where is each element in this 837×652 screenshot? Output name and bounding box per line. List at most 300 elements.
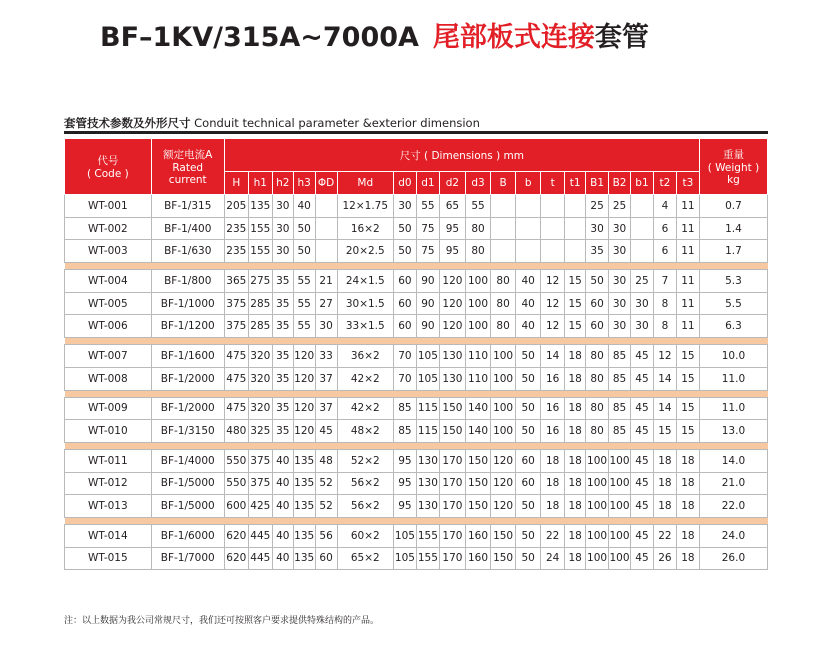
cell-code: WT-004 xyxy=(65,270,152,293)
cell-dimension: 75 xyxy=(416,217,439,240)
cell-dimension: 235 xyxy=(224,217,248,240)
header-code-en: ( Code ) xyxy=(86,168,129,180)
cell-dimension: 85 xyxy=(609,345,631,368)
header-dim-col: d1 xyxy=(416,172,439,195)
cell-dimension: 80 xyxy=(586,420,609,443)
cell-dimension: 18 xyxy=(565,495,586,518)
cell-dimension: 60 xyxy=(516,472,541,495)
cell-dimension xyxy=(541,217,565,240)
cell-dimension: 105 xyxy=(416,345,439,368)
cell-dimension xyxy=(516,217,541,240)
cell-dimension: 22 xyxy=(541,524,565,547)
header-dim-col: B xyxy=(491,172,516,195)
cell-dimension: 65×2 xyxy=(337,547,393,570)
cell-dimension: 120 xyxy=(491,449,516,472)
cell-dimension xyxy=(491,240,516,263)
cell-code: WT-001 xyxy=(65,195,152,218)
cell-dimension: 18 xyxy=(541,449,565,472)
cell-dimension: 275 xyxy=(248,270,272,293)
cell-dimension: 12 xyxy=(541,292,565,315)
cell-current: BF-1/6000 xyxy=(151,524,224,547)
table-row xyxy=(65,420,768,443)
cell-dimension: 480 xyxy=(224,420,248,443)
cell-dimension: 18 xyxy=(565,397,586,420)
cell-dimension: 550 xyxy=(224,449,248,472)
cell-dimension: 18 xyxy=(565,449,586,472)
cell-dimension: 50 xyxy=(293,240,315,263)
cell-dimension: 30 xyxy=(586,217,609,240)
header-weight-unit: kg xyxy=(727,174,740,186)
cell-dimension xyxy=(630,195,653,218)
cell-dimension: 130 xyxy=(416,449,439,472)
cell-dimension: 85 xyxy=(609,367,631,390)
cell-dimension: 100 xyxy=(491,420,516,443)
cell-dimension: 50 xyxy=(586,270,609,293)
cell-dimension: 160 xyxy=(466,524,491,547)
cell-dimension: 56×2 xyxy=(337,495,393,518)
cell-dimension: 550 xyxy=(224,472,248,495)
cell-dimension: 155 xyxy=(248,240,272,263)
cell-current: BF-1/7000 xyxy=(151,547,224,570)
cell-dimension: 50 xyxy=(516,345,541,368)
cell-dimension: 120 xyxy=(293,345,315,368)
cell-dimension: 15 xyxy=(676,345,699,368)
cell-dimension: 115 xyxy=(416,420,439,443)
header-code xyxy=(65,139,152,195)
table-row xyxy=(65,472,768,495)
cell-dimension: 100 xyxy=(466,292,491,315)
cell-dimension: 30 xyxy=(630,315,653,338)
cell-dimension: 285 xyxy=(248,292,272,315)
cell-dimension: 30 xyxy=(272,240,293,263)
header-dim-col: H xyxy=(224,172,248,195)
cell-dimension: 40 xyxy=(272,495,293,518)
header-dim-col: d0 xyxy=(393,172,416,195)
cell-dimension: 14 xyxy=(653,367,676,390)
group-separator-cell xyxy=(65,263,768,270)
cell-dimension: 100 xyxy=(586,547,609,570)
cell-dimension: 375 xyxy=(224,292,248,315)
cell-dimension: 50 xyxy=(293,217,315,240)
cell-dimension: 130 xyxy=(439,345,465,368)
cell-dimension: 325 xyxy=(248,420,272,443)
cell-dimension: 50 xyxy=(516,547,541,570)
cell-dimension: 475 xyxy=(224,345,248,368)
group-separator xyxy=(65,338,768,345)
cell-dimension: 48 xyxy=(315,449,337,472)
header-dim-col: b xyxy=(516,172,541,195)
cell-dimension: 160 xyxy=(466,547,491,570)
cell-dimension: 85 xyxy=(393,397,416,420)
cell-dimension: 40 xyxy=(272,524,293,547)
cell-dimension: 60 xyxy=(393,270,416,293)
cell-weight: 5.5 xyxy=(699,292,767,315)
cell-dimension: 11 xyxy=(676,270,699,293)
cell-dimension: 120 xyxy=(491,472,516,495)
cell-dimension: 25 xyxy=(609,195,631,218)
cell-dimension: 100 xyxy=(609,547,631,570)
cell-dimension: 140 xyxy=(466,420,491,443)
cell-weight: 6.3 xyxy=(699,315,767,338)
title-highlight: 尾部板式连接 xyxy=(432,22,595,53)
cell-code: WT-012 xyxy=(65,472,152,495)
cell-dimension xyxy=(630,217,653,240)
table-row xyxy=(65,524,768,547)
cell-dimension: 95 xyxy=(393,449,416,472)
cell-dimension: 55 xyxy=(293,315,315,338)
table-row xyxy=(65,449,768,472)
cell-weight: 0.7 xyxy=(699,195,767,218)
cell-dimension: 100 xyxy=(609,495,631,518)
cell-code: WT-005 xyxy=(65,292,152,315)
cell-dimension: 110 xyxy=(466,345,491,368)
cell-dimension: 50 xyxy=(516,524,541,547)
header-dim-col: B2 xyxy=(609,172,631,195)
cell-dimension: 130 xyxy=(416,495,439,518)
cell-dimension: 30×1.5 xyxy=(337,292,393,315)
cell-dimension: 620 xyxy=(224,547,248,570)
cell-dimension: 100 xyxy=(586,495,609,518)
header-weight-zh: 重量 xyxy=(722,149,744,161)
cell-dimension: 150 xyxy=(466,472,491,495)
cell-dimension: 85 xyxy=(393,420,416,443)
cell-dimension xyxy=(565,217,586,240)
cell-dimension: 18 xyxy=(541,495,565,518)
cell-dimension: 8 xyxy=(653,292,676,315)
cell-dimension: 120 xyxy=(491,495,516,518)
cell-current: BF-1/630 xyxy=(151,240,224,263)
cell-dimension: 120 xyxy=(439,292,465,315)
header-dim-col: h2 xyxy=(272,172,293,195)
cell-dimension: 150 xyxy=(491,524,516,547)
header-current-en1: Rated xyxy=(172,162,204,174)
cell-dimension: 42×2 xyxy=(337,367,393,390)
cell-current: BF-1/5000 xyxy=(151,495,224,518)
cell-dimension: 18 xyxy=(653,472,676,495)
cell-dimension: 35 xyxy=(272,292,293,315)
cell-dimension: 18 xyxy=(653,449,676,472)
cell-dimension: 60 xyxy=(586,292,609,315)
cell-current: BF-1/3150 xyxy=(151,420,224,443)
cell-weight: 11.0 xyxy=(699,397,767,420)
cell-current: BF-1/2000 xyxy=(151,397,224,420)
cell-dimension: 95 xyxy=(393,472,416,495)
cell-dimension: 15 xyxy=(676,367,699,390)
cell-dimension: 16 xyxy=(541,397,565,420)
cell-dimension: 40 xyxy=(516,292,541,315)
cell-code: WT-010 xyxy=(65,420,152,443)
cell-dimension: 30 xyxy=(609,315,631,338)
cell-weight: 21.0 xyxy=(699,472,767,495)
cell-dimension: 365 xyxy=(224,270,248,293)
section-divider xyxy=(64,131,768,134)
cell-dimension: 45 xyxy=(630,472,653,495)
cell-dimension: 100 xyxy=(586,472,609,495)
cell-dimension: 45 xyxy=(630,420,653,443)
cell-dimension: 15 xyxy=(676,397,699,420)
cell-dimension: 30 xyxy=(315,315,337,338)
cell-dimension: 205 xyxy=(224,195,248,218)
cell-dimension: 24×1.5 xyxy=(337,270,393,293)
cell-dimension: 90 xyxy=(416,292,439,315)
header-current xyxy=(151,139,224,195)
cell-dimension xyxy=(541,240,565,263)
cell-current: BF-1/4000 xyxy=(151,449,224,472)
cell-dimension: 21 xyxy=(315,270,337,293)
cell-dimension: 40 xyxy=(293,195,315,218)
cell-dimension: 45 xyxy=(630,345,653,368)
cell-dimension: 60 xyxy=(516,449,541,472)
table-row xyxy=(65,240,768,263)
cell-dimension: 70 xyxy=(393,367,416,390)
cell-dimension: 11 xyxy=(676,292,699,315)
cell-dimension: 475 xyxy=(224,397,248,420)
cell-dimension: 150 xyxy=(466,449,491,472)
header-dim-col: B1 xyxy=(586,172,609,195)
group-separator xyxy=(65,390,768,397)
cell-dimension: 30 xyxy=(609,217,631,240)
cell-code: WT-011 xyxy=(65,449,152,472)
group-separator-cell xyxy=(65,390,768,397)
header-code-zh: 代号 xyxy=(97,155,119,167)
cell-dimension: 7 xyxy=(653,270,676,293)
table-row xyxy=(65,292,768,315)
cell-dimension: 60×2 xyxy=(337,524,393,547)
header-weight xyxy=(699,139,767,195)
cell-dimension: 37 xyxy=(315,367,337,390)
table-row xyxy=(65,217,768,240)
cell-dimension: 26 xyxy=(653,547,676,570)
cell-dimension: 18 xyxy=(676,472,699,495)
cell-dimension xyxy=(516,240,541,263)
cell-dimension: 100 xyxy=(466,315,491,338)
cell-dimension: 35 xyxy=(272,420,293,443)
group-separator xyxy=(65,442,768,449)
cell-dimension: 30 xyxy=(609,270,631,293)
cell-dimension: 11 xyxy=(676,217,699,240)
cell-dimension: 42×2 xyxy=(337,397,393,420)
cell-dimension: 150 xyxy=(439,397,465,420)
cell-dimension: 6 xyxy=(653,240,676,263)
title-model: BF–1KV/315A~7000A xyxy=(100,22,419,53)
header-dim-col: ΦD xyxy=(315,172,337,195)
cell-dimension: 150 xyxy=(439,420,465,443)
cell-dimension: 85 xyxy=(609,420,631,443)
cell-dimension: 100 xyxy=(466,270,491,293)
cell-dimension: 45 xyxy=(315,420,337,443)
cell-dimension: 45 xyxy=(630,449,653,472)
cell-dimension: 11 xyxy=(676,240,699,263)
header-dim-col: d2 xyxy=(439,172,465,195)
header-dim-col: t2 xyxy=(653,172,676,195)
cell-dimension: 18 xyxy=(565,367,586,390)
cell-dimension: 150 xyxy=(466,495,491,518)
cell-dimension: 130 xyxy=(416,472,439,495)
cell-dimension: 115 xyxy=(416,397,439,420)
cell-dimension: 135 xyxy=(293,547,315,570)
cell-dimension: 155 xyxy=(416,547,439,570)
cell-weight: 1.4 xyxy=(699,217,767,240)
cell-dimension: 30 xyxy=(630,292,653,315)
cell-dimension: 135 xyxy=(293,495,315,518)
cell-dimension: 320 xyxy=(248,397,272,420)
cell-dimension: 22 xyxy=(653,524,676,547)
cell-dimension: 20×2.5 xyxy=(337,240,393,263)
cell-dimension: 25 xyxy=(586,195,609,218)
cell-dimension: 55 xyxy=(293,270,315,293)
cell-dimension: 80 xyxy=(586,367,609,390)
table-row xyxy=(65,315,768,338)
cell-dimension: 15 xyxy=(565,292,586,315)
cell-dimension: 18 xyxy=(676,547,699,570)
header-dim-col: Md xyxy=(337,172,393,195)
cell-dimension: 100 xyxy=(609,524,631,547)
cell-current: BF-1/1600 xyxy=(151,345,224,368)
cell-weight: 26.0 xyxy=(699,547,767,570)
cell-dimension: 105 xyxy=(416,367,439,390)
cell-dimension: 90 xyxy=(416,315,439,338)
cell-dimension: 33 xyxy=(315,345,337,368)
cell-dimension: 45 xyxy=(630,397,653,420)
cell-code: WT-015 xyxy=(65,547,152,570)
cell-dimension: 12×1.75 xyxy=(337,195,393,218)
cell-dimension: 65 xyxy=(439,195,465,218)
table-row xyxy=(65,270,768,293)
cell-dimension: 285 xyxy=(248,315,272,338)
table-row xyxy=(65,367,768,390)
cell-dimension: 18 xyxy=(676,495,699,518)
cell-dimension: 80 xyxy=(466,240,491,263)
table-row xyxy=(65,345,768,368)
cell-weight: 22.0 xyxy=(699,495,767,518)
cell-dimension: 18 xyxy=(565,524,586,547)
cell-current: BF-1/315 xyxy=(151,195,224,218)
cell-dimension: 18 xyxy=(565,547,586,570)
cell-dimension: 320 xyxy=(248,345,272,368)
cell-dimension: 30 xyxy=(393,195,416,218)
cell-dimension: 55 xyxy=(293,292,315,315)
cell-dimension: 18 xyxy=(676,449,699,472)
cell-dimension: 150 xyxy=(491,547,516,570)
cell-dimension: 35 xyxy=(272,345,293,368)
cell-dimension: 100 xyxy=(491,367,516,390)
table-row xyxy=(65,547,768,570)
cell-dimension: 12 xyxy=(653,345,676,368)
header-dim-col: h3 xyxy=(293,172,315,195)
cell-dimension: 75 xyxy=(416,240,439,263)
cell-dimension: 25 xyxy=(630,270,653,293)
cell-dimension: 60 xyxy=(315,547,337,570)
cell-code: WT-003 xyxy=(65,240,152,263)
cell-dimension: 18 xyxy=(653,495,676,518)
cell-dimension: 475 xyxy=(224,367,248,390)
cell-current: BF-1/800 xyxy=(151,270,224,293)
cell-dimension: 52 xyxy=(315,495,337,518)
cell-dimension: 15 xyxy=(653,420,676,443)
cell-dimension xyxy=(315,217,337,240)
cell-dimension: 375 xyxy=(248,449,272,472)
section-heading-en: Conduit technical parameter &exterior dimension xyxy=(194,116,480,130)
cell-dimension: 45 xyxy=(630,367,653,390)
cell-dimension: 30 xyxy=(272,195,293,218)
cell-dimension xyxy=(491,217,516,240)
cell-dimension: 425 xyxy=(248,495,272,518)
cell-dimension: 36×2 xyxy=(337,345,393,368)
header-dim-col: t xyxy=(541,172,565,195)
cell-dimension: 18 xyxy=(541,472,565,495)
cell-current: BF-1/400 xyxy=(151,217,224,240)
cell-weight: 14.0 xyxy=(699,449,767,472)
cell-code: WT-009 xyxy=(65,397,152,420)
header-weight-en: ( Weight ) xyxy=(707,162,760,174)
cell-dimension: 135 xyxy=(293,472,315,495)
spec-table xyxy=(64,138,768,570)
cell-dimension: 95 xyxy=(439,217,465,240)
cell-current: BF-1/2000 xyxy=(151,367,224,390)
table-row xyxy=(65,397,768,420)
cell-dimension: 135 xyxy=(293,449,315,472)
cell-dimension: 375 xyxy=(248,472,272,495)
page-title xyxy=(100,18,649,58)
cell-dimension: 320 xyxy=(248,367,272,390)
cell-dimension: 35 xyxy=(272,270,293,293)
cell-dimension: 155 xyxy=(416,524,439,547)
cell-dimension: 45 xyxy=(630,524,653,547)
cell-dimension: 18 xyxy=(565,472,586,495)
cell-dimension: 80 xyxy=(491,315,516,338)
cell-dimension: 100 xyxy=(609,449,631,472)
cell-dimension: 120 xyxy=(439,315,465,338)
header-dim-col: d3 xyxy=(466,172,491,195)
header-dim-col: t1 xyxy=(565,172,586,195)
cell-dimension: 45 xyxy=(630,547,653,570)
header-current-en2: current xyxy=(168,174,207,186)
cell-dimension: 445 xyxy=(248,547,272,570)
cell-dimension: 40 xyxy=(272,449,293,472)
cell-dimension: 135 xyxy=(293,524,315,547)
cell-dimension: 170 xyxy=(439,472,465,495)
header-dim-col: b1 xyxy=(630,172,653,195)
cell-dimension: 110 xyxy=(466,367,491,390)
cell-dimension: 105 xyxy=(393,524,416,547)
cell-dimension: 100 xyxy=(609,472,631,495)
cell-dimension: 60 xyxy=(393,315,416,338)
cell-dimension: 100 xyxy=(491,397,516,420)
cell-dimension: 375 xyxy=(224,315,248,338)
cell-dimension: 235 xyxy=(224,240,248,263)
cell-dimension: 45 xyxy=(630,495,653,518)
cell-code: WT-002 xyxy=(65,217,152,240)
section-heading-zh: 套管技术参数及外形尺寸 xyxy=(64,116,191,130)
cell-dimension: 50 xyxy=(516,367,541,390)
group-separator xyxy=(65,263,768,270)
cell-dimension: 24 xyxy=(541,547,565,570)
cell-dimension: 40 xyxy=(516,270,541,293)
cell-dimension: 40 xyxy=(516,315,541,338)
cell-dimension: 50 xyxy=(516,420,541,443)
cell-dimension: 12 xyxy=(541,270,565,293)
cell-dimension: 4 xyxy=(653,195,676,218)
cell-dimension: 80 xyxy=(491,270,516,293)
cell-dimension: 120 xyxy=(293,420,315,443)
cell-dimension: 35 xyxy=(586,240,609,263)
cell-code: WT-014 xyxy=(65,524,152,547)
cell-dimension: 35 xyxy=(272,367,293,390)
cell-dimension: 60 xyxy=(393,292,416,315)
cell-dimension: 445 xyxy=(248,524,272,547)
cell-dimension: 170 xyxy=(439,547,465,570)
group-separator-cell xyxy=(65,442,768,449)
